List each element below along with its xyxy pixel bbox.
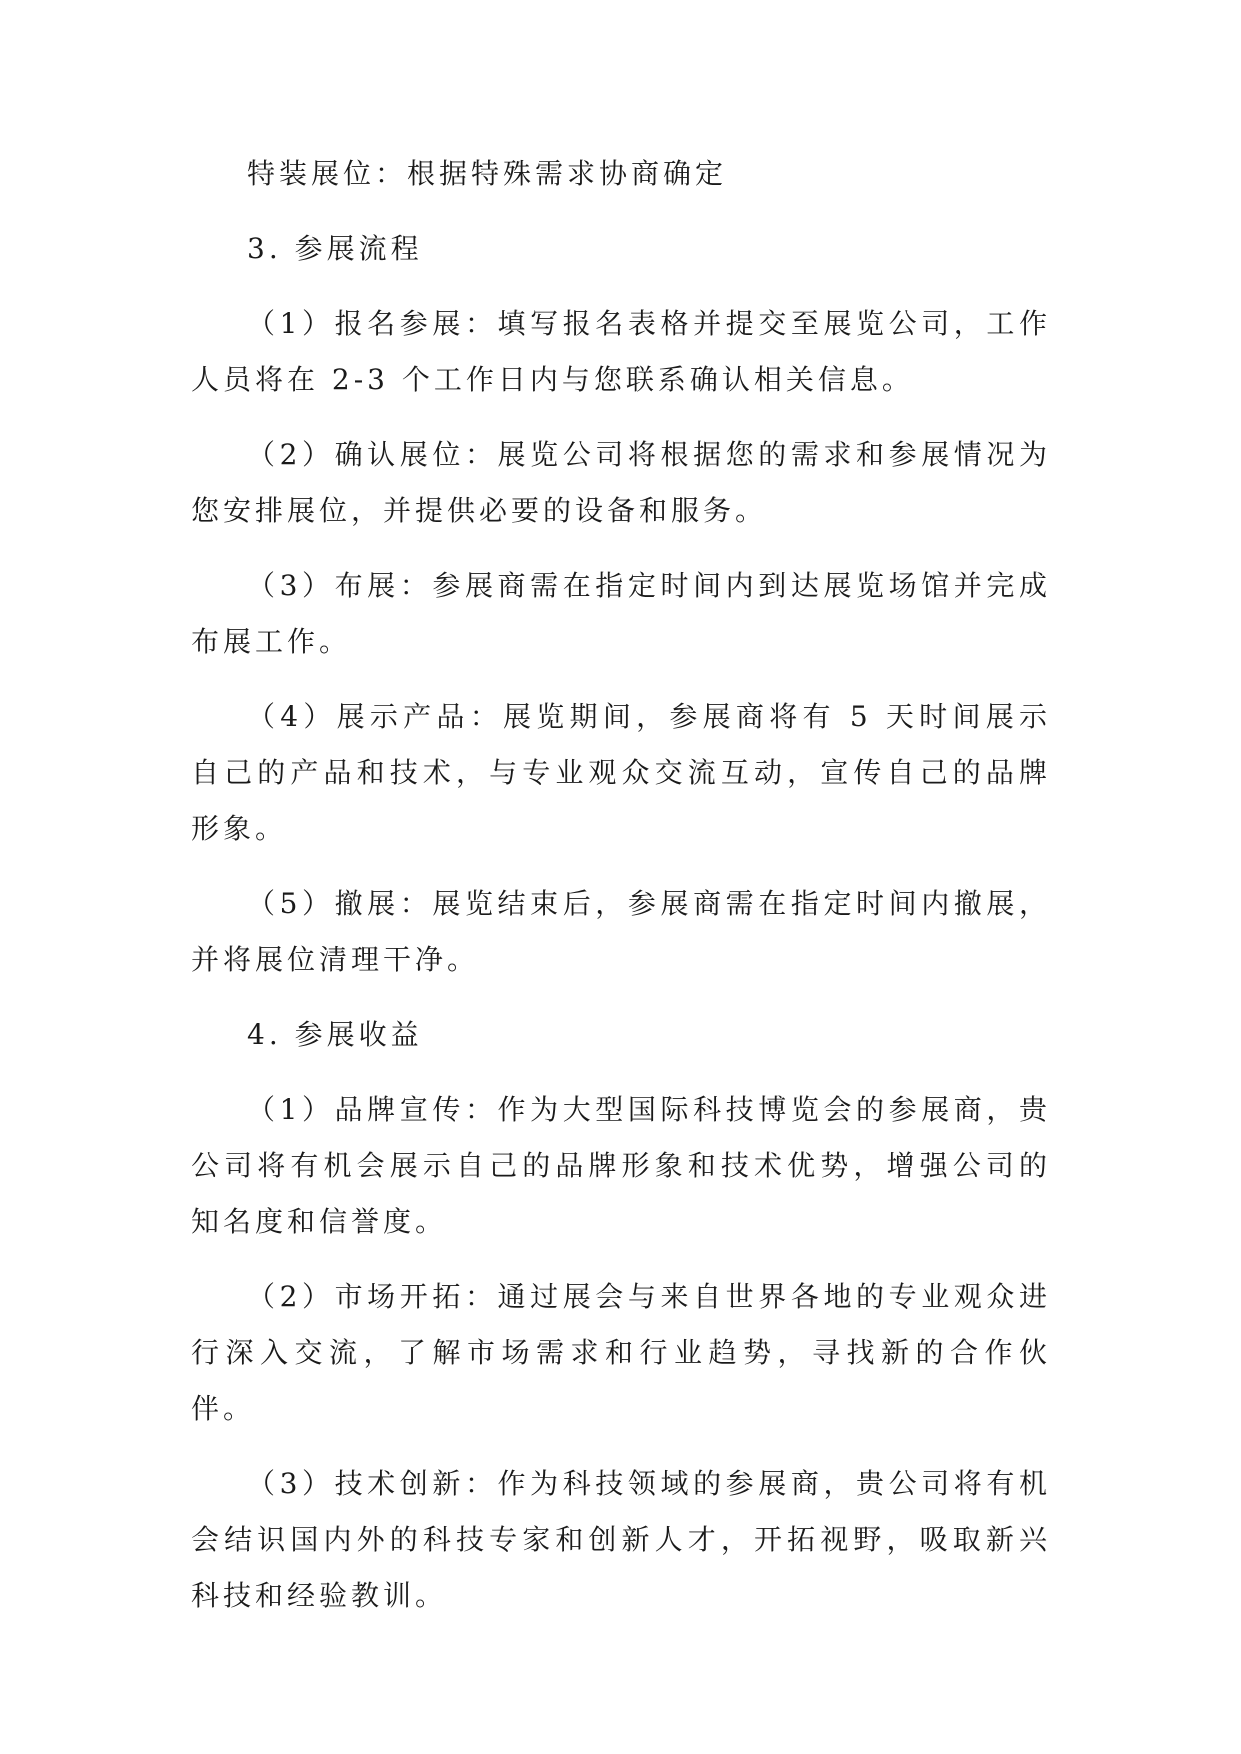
paragraph-benefit-2: （2）市场开拓：通过展会与来自世界各地的专业观众进行深入交流，了解市场需求和行业趋势，寻找新的合作伙伴。	[191, 1280, 1051, 1425]
document-body	[191, 146, 1051, 1643]
paragraph-process-step-1: （1）报名参展：填写报名表格并提交至展览公司，工作人员将在 2-3 个工作日内与您联系确认相关信息。	[191, 307, 1051, 396]
paragraph-process-step-3: （3）布展：参展商需在指定时间内到达展览场馆并完成布展工作。	[191, 569, 1051, 658]
section-heading-process: 3. 参展流程	[247, 232, 423, 265]
paragraph-benefit-1: （1）品牌宣传：作为大型国际科技博览会的参展商，贵公司将有机会展示自己的品牌形象和技术优势，增强公司的知名度和信誉度。	[191, 1093, 1051, 1238]
paragraph-special-booth: 特装展位：根据特殊需求协商确定	[247, 157, 728, 190]
section-heading-benefits: 4. 参展收益	[247, 1018, 423, 1051]
paragraph-benefit-3: （3）技术创新：作为科技领域的参展商，贵公司将有机会结识国内外的科技专家和创新人才，开拓视野，吸取新兴科技和经验教训。	[191, 1467, 1051, 1612]
paragraph-process-step-2: （2）确认展位：展览公司将根据您的需求和参展情况为您安排展位，并提供必要的设备和服务。	[191, 438, 1051, 527]
paragraph-process-step-4: （4）展示产品：展览期间，参展商将有 5 天时间展示自己的产品和技术，与专业观众交流互动，宣传自己的品牌形象。	[191, 700, 1051, 845]
paragraph-process-step-5: （5）撤展：展览结束后，参展商需在指定时间内撤展，并将展位清理干净。	[191, 887, 1051, 976]
